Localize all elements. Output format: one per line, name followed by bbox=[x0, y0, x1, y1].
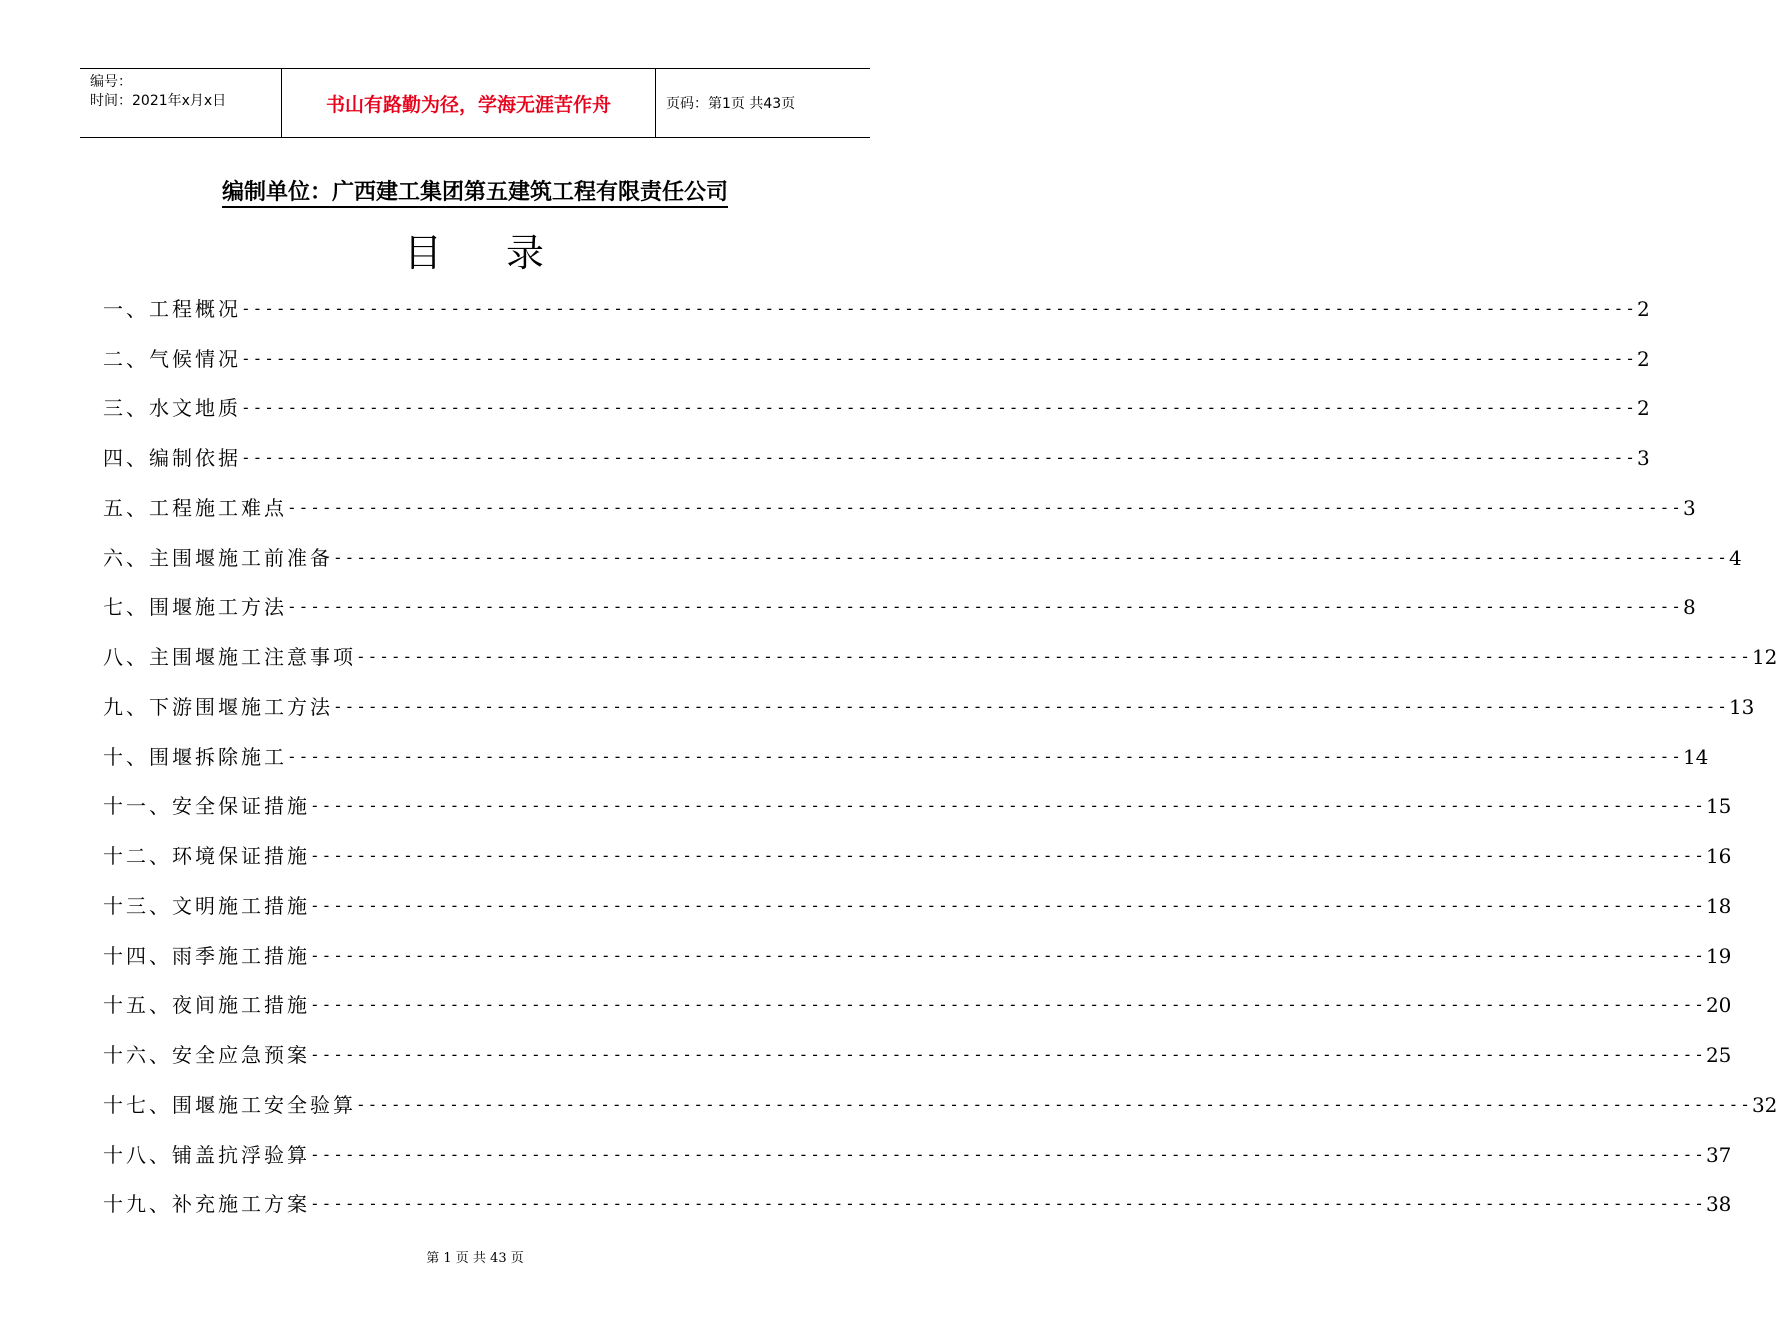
toc-entry-label: 十五、夜间施工措施 bbox=[103, 993, 310, 1018]
toc-entry-label: 三、水文地质 bbox=[103, 396, 241, 421]
toc-leader: ------------------------------------------------------------------------------------------------------------------------ bbox=[333, 547, 1729, 567]
toc-entry bbox=[103, 1023, 1732, 1073]
toc-leader: ------------------------------------------------------------------------------------------------------------------------ bbox=[356, 1094, 1752, 1114]
toc-entry-page: 8 bbox=[1682, 595, 1696, 620]
toc-entry-label: 一、工程概况 bbox=[103, 296, 241, 321]
toc-entry-page: 20 bbox=[1705, 993, 1732, 1018]
toc-entry-page: 25 bbox=[1705, 1043, 1732, 1067]
toc-entry bbox=[103, 526, 1742, 576]
toc-entry-page: 32 bbox=[1751, 1092, 1777, 1117]
toc-leader: ------------------------------------------------------------------------------------------------------------------------ bbox=[356, 647, 1752, 666]
toc-leader: ------------------------------------------------------------------------------------------------------------------------ bbox=[333, 696, 1729, 716]
toc-entry bbox=[103, 974, 1732, 1024]
toc-entry-label: 十三、文明施工措施 bbox=[103, 893, 310, 918]
toc-entry-label: 十一、安全保证措施 bbox=[103, 794, 310, 819]
toc-entry bbox=[103, 625, 1777, 675]
toc-leader: ------------------------------------------------------------------------------------------------------------------------ bbox=[310, 995, 1706, 1015]
toc-entry-label: 五、工程施工难点 bbox=[103, 495, 287, 520]
toc-entry-page: 37 bbox=[1705, 1142, 1732, 1167]
toc-entry-label: 二、气候情况 bbox=[103, 346, 241, 371]
toc-title-char-2: 录 bbox=[506, 231, 547, 275]
toc-entry bbox=[103, 725, 1709, 775]
toc-entry bbox=[103, 874, 1732, 924]
toc-entry bbox=[103, 1123, 1732, 1173]
header-motto: 书山有路勤为径，学海无涯苦作舟 bbox=[281, 69, 656, 137]
toc-entry-page: 3 bbox=[1636, 446, 1650, 470]
header-page-info: 页码：第1页 共43页 bbox=[666, 96, 796, 112]
toc-entry-page: 2 bbox=[1636, 396, 1650, 421]
compiling-unit bbox=[0, 175, 950, 206]
toc-entry-page: 19 bbox=[1705, 943, 1732, 968]
toc-entry-label: 十、围堰拆除施工 bbox=[103, 744, 287, 769]
toc-entry-page: 38 bbox=[1705, 1192, 1732, 1217]
toc-entry-label: 七、围堰施工方法 bbox=[103, 595, 287, 620]
toc-leader: ------------------------------------------------------------------------------------------------------------------------ bbox=[241, 448, 1637, 467]
toc-entry-page: 14 bbox=[1682, 744, 1709, 769]
toc-leader: ------------------------------------------------------------------------------------------------------------------------ bbox=[310, 1144, 1706, 1164]
toc-entry-label: 十七、围堰施工安全验算 bbox=[103, 1092, 356, 1117]
compiling-unit-text: 编制单位：广西建工集团第五建筑工程有限责任公司 bbox=[222, 180, 728, 208]
toc-entry-page: 15 bbox=[1705, 794, 1732, 819]
toc-entry bbox=[103, 824, 1732, 874]
toc-leader: ------------------------------------------------------------------------------------------------------------------------ bbox=[310, 796, 1706, 816]
toc-entry-label: 十九、补充施工方案 bbox=[103, 1192, 310, 1217]
toc-leader: ------------------------------------------------------------------------------------------------------------------------ bbox=[241, 348, 1637, 368]
toc-entry-page: 12 bbox=[1751, 645, 1777, 669]
toc-leader: ------------------------------------------------------------------------------------------------------------------------ bbox=[287, 597, 1683, 617]
toc-entry bbox=[103, 1073, 1777, 1123]
document-number-label: 编号： bbox=[90, 74, 132, 90]
page-footer: 第 1 页 共 43 页 bbox=[426, 1251, 524, 1266]
table-of-contents bbox=[103, 277, 1777, 1222]
header-left-cell bbox=[80, 69, 281, 137]
toc-entry bbox=[103, 327, 1650, 377]
document-date: 时间：2021年x月x日 bbox=[90, 93, 227, 109]
toc-leader: ------------------------------------------------------------------------------------------------------------------------ bbox=[310, 895, 1706, 915]
toc-leader: ------------------------------------------------------------------------------------------------------------------------ bbox=[287, 746, 1683, 766]
toc-entry-label: 十八、铺盖抗浮验算 bbox=[103, 1142, 310, 1167]
toc-leader: ------------------------------------------------------------------------------------------------------------------------ bbox=[310, 1045, 1706, 1064]
toc-entry-label: 十四、雨季施工措施 bbox=[103, 943, 310, 968]
toc-entry-page: 16 bbox=[1705, 844, 1732, 868]
toc-entry-page: 4 bbox=[1728, 545, 1742, 570]
toc-leader: ------------------------------------------------------------------------------------------------------------------------ bbox=[310, 846, 1706, 865]
toc-entry-label: 四、编制依据 bbox=[103, 446, 241, 470]
toc-entry-page: 18 bbox=[1705, 893, 1732, 918]
toc-entry bbox=[103, 426, 1650, 476]
toc-entry bbox=[103, 924, 1732, 974]
toc-entry-label: 十二、环境保证措施 bbox=[103, 844, 310, 868]
toc-entry bbox=[103, 675, 1755, 725]
toc-entry bbox=[103, 277, 1650, 327]
toc-title bbox=[0, 222, 950, 277]
toc-leader: ------------------------------------------------------------------------------------------------------------------------ bbox=[241, 298, 1637, 318]
toc-entry bbox=[103, 775, 1732, 825]
toc-entry bbox=[103, 377, 1650, 427]
toc-entry bbox=[103, 476, 1696, 526]
toc-entry-page: 13 bbox=[1728, 694, 1755, 719]
toc-entry bbox=[103, 576, 1696, 626]
toc-title-char-1: 目 bbox=[403, 231, 444, 275]
header-table bbox=[80, 68, 870, 138]
toc-leader: ------------------------------------------------------------------------------------------------------------------------ bbox=[287, 497, 1683, 517]
toc-entry-page: 2 bbox=[1636, 296, 1650, 321]
toc-entry-label: 九、下游围堰施工方法 bbox=[103, 694, 333, 719]
toc-leader: ------------------------------------------------------------------------------------------------------------------------ bbox=[310, 945, 1706, 965]
toc-entry-label: 八、主围堰施工注意事项 bbox=[103, 645, 356, 669]
toc-leader: ------------------------------------------------------------------------------------------------------------------------ bbox=[241, 398, 1637, 418]
toc-entry-label: 六、主围堰施工前准备 bbox=[103, 545, 333, 570]
toc-entry-page: 3 bbox=[1682, 495, 1696, 520]
toc-entry-label: 十六、安全应急预案 bbox=[103, 1043, 310, 1067]
toc-leader: ------------------------------------------------------------------------------------------------------------------------ bbox=[310, 1194, 1706, 1214]
toc-entry bbox=[103, 1173, 1732, 1223]
toc-entry-page: 2 bbox=[1636, 346, 1650, 371]
